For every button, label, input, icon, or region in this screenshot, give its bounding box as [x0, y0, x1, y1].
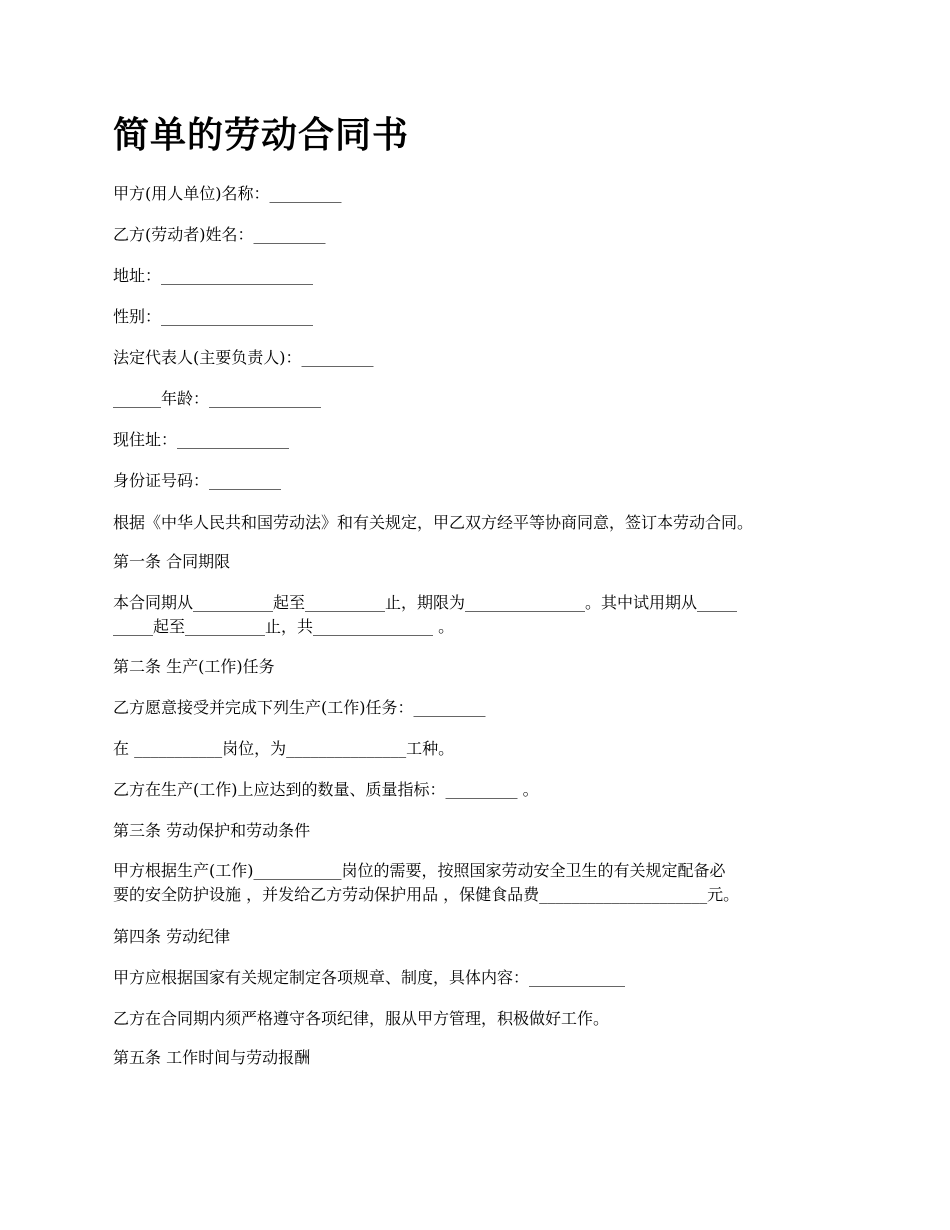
discipline-compliance-line: 乙方在合同期内须严格遵守各项纪律，服从甲方管理，积极做好工作。: [113, 1009, 610, 1028]
quota-line: 乙方在生产(工作)上应达到的数量、质量指标：_________ 。: [113, 780, 539, 799]
address-line: 地址：___________________: [113, 266, 314, 285]
labor-protection-line-1: 甲方根据生产(工作)___________岗位的需要，按照国家劳动安全卫生的有关规定配备必: [113, 861, 726, 880]
age-line: ______年龄：______________: [113, 389, 322, 408]
contract-term-line-1: 本合同期从__________起至__________止，期限为_______________。其中试用期从_____: [113, 593, 738, 612]
article-4-heading: 第四条 劳动纪律: [113, 927, 231, 946]
article-1-heading: 第一条 合同期限: [113, 552, 231, 571]
party-a-name-line: 甲方(用人单位)名称：_________: [113, 184, 342, 203]
article-2-heading: 第二条 生产(工作)任务: [113, 657, 275, 676]
party-b-name-line: 乙方(劳动者)姓名：_________: [113, 225, 326, 244]
current-address-line: 现住址：______________: [113, 430, 290, 449]
labor-protection-line-2: 要的安全防护设施 ，并发给乙方劳动保护用品 ，保健食品费_____________________元。: [113, 885, 740, 904]
work-task-line: 乙方愿意接受并完成下列生产(工作)任务：_________: [113, 698, 486, 717]
article-5-heading: 第五条 工作时间与劳动报酬: [113, 1048, 311, 1067]
legal-representative-line: 法定代表人(主要负责人)：_________: [113, 348, 374, 367]
article-3-heading: 第三条 劳动保护和劳动条件: [113, 821, 311, 840]
discipline-rules-line: 甲方应根据国家有关规定制定各项规章、制度，具体内容：____________: [113, 968, 626, 987]
preamble-paragraph: 根据《中华人民共和国劳动法》和有关规定，甲乙双方经平等协商同意，签订本劳动合同。: [113, 513, 754, 532]
id-number-line: 身份证号码：_________: [113, 471, 282, 490]
document-title: 简单的劳动合同书: [113, 115, 410, 156]
contract-term-line-2: _____起至__________止，共_______________ 。: [113, 617, 455, 636]
position-line: 在 ___________岗位，为_______________工种。: [113, 739, 455, 758]
gender-line: 性别：___________________: [113, 307, 314, 326]
